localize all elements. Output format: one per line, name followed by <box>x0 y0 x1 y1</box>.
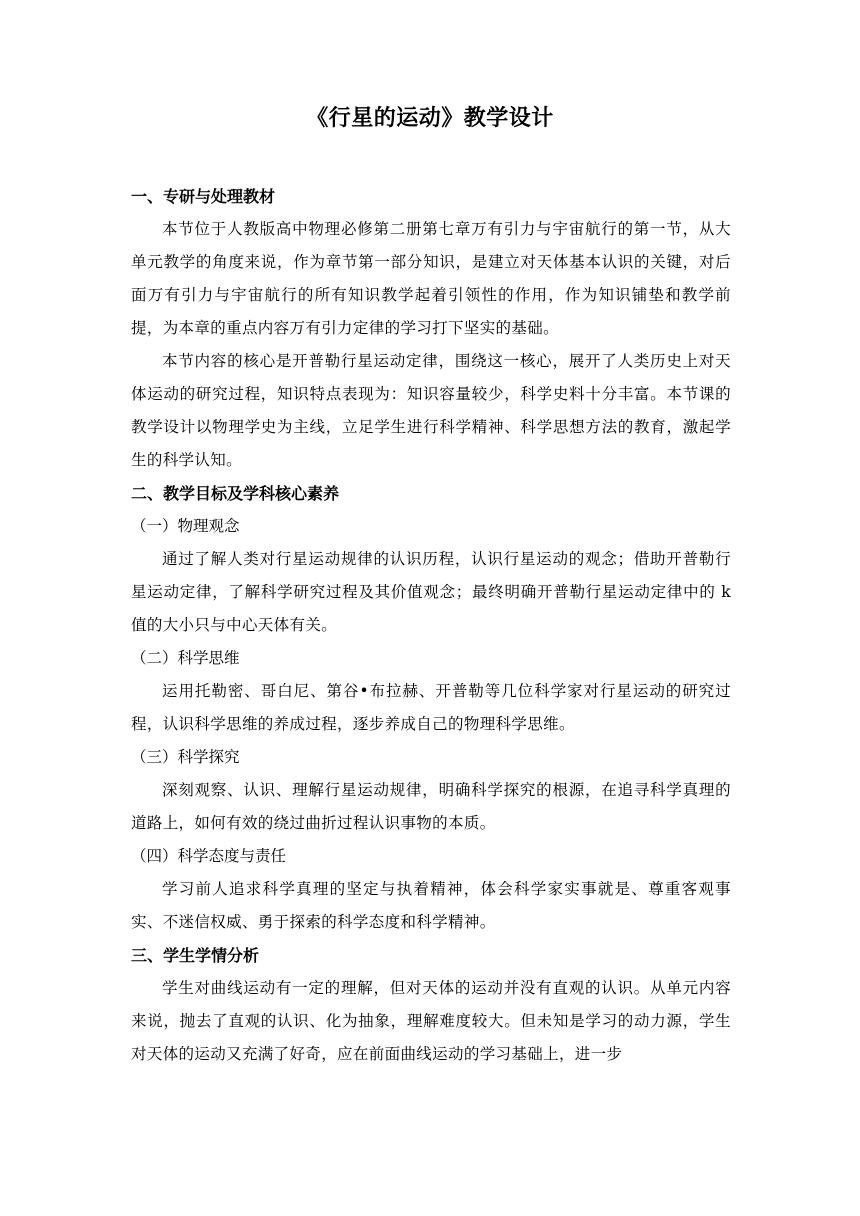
subsection-paragraph-scientific-thinking: 运用托勒密、哥白尼、第谷•布拉赫、开普勒等几位科学家对行星运动的研究过程，认识科学思维的养成过程，逐步养成自己的物理科学思维。 <box>131 682 731 733</box>
subsection-heading-physics-concept: （一）物理观念 <box>131 517 240 535</box>
subsection-heading-attitude-responsibility: （四）科学态度与责任 <box>131 847 287 865</box>
subsection-heading-scientific-thinking: （二）科学思维 <box>131 649 240 667</box>
subsection-paragraph-scientific-inquiry: 深刻观察、认识、理解行星运动规律，明确科学探究的根源，在追寻科学真理的道路上，如何有效的绕过曲折过程认识事物的本质。 <box>131 781 731 832</box>
section-1-paragraph-2: 本节内容的核心是开普勒行星运动定律，围绕这一核心，展开了人类历史上对天体运动的研究过程，知识特点表现为：知识容量较少，科学史料十分丰富。本节课的教学设计以物理学史为主线，立足学生进行科学精神、科学思想方法的教育，激起学生的科学认知。 <box>131 352 731 469</box>
section-heading-1: 一、专研与处理教材 <box>131 187 276 206</box>
subsection-paragraph-attitude-responsibility: 学习前人追求科学真理的坚定与执着精神，体会科学家实事就是、尊重客观事实、不迷信权威、勇于探索的科学态度和科学精神。 <box>131 880 731 931</box>
subsection-paragraph-physics-concept: 通过了解人类对行星运动规律的认识历程，认识行星运动的观念；借助开普勒行星运动定律，了解科学研究过程及其价值观念；最终明确开普勒行星运动定律中的 k 值的大小只与中心天体有关。 <box>131 550 731 634</box>
section-heading-3: 三、学生学情分析 <box>131 946 260 965</box>
document-body <box>131 180 731 1071</box>
section-heading-2: 二、教学目标及学科核心素养 <box>131 484 340 503</box>
subsection-heading-scientific-inquiry: （三）科学探究 <box>131 748 240 766</box>
document-title: 《行星的运动》教学设计 <box>306 106 554 131</box>
section-3-paragraph-1: 学生对曲线运动有一定的理解，但对天体的运动并没有直观的认识。从单元内容来说，抛去了直观的认识、化为抽象，理解难度较大。但未知是学习的动力源，学生对天体的运动又充满了好奇，应在前面曲线运动的学习基础上，进一步 <box>131 979 731 1063</box>
section-1-paragraph-1: 本节位于人教版高中物理必修第二册第七章万有引力与宇宙航行的第一节，从大单元教学的角度来说，作为章节第一部分知识，是建立对天体基本认识的关键，对后面万有引力与宇宙航行的所有知识教学起着引领性的作用，作为知识铺垫和教学前提，为本章的重点内容万有引力定律的学习打下坚实的基础。 <box>131 220 731 337</box>
